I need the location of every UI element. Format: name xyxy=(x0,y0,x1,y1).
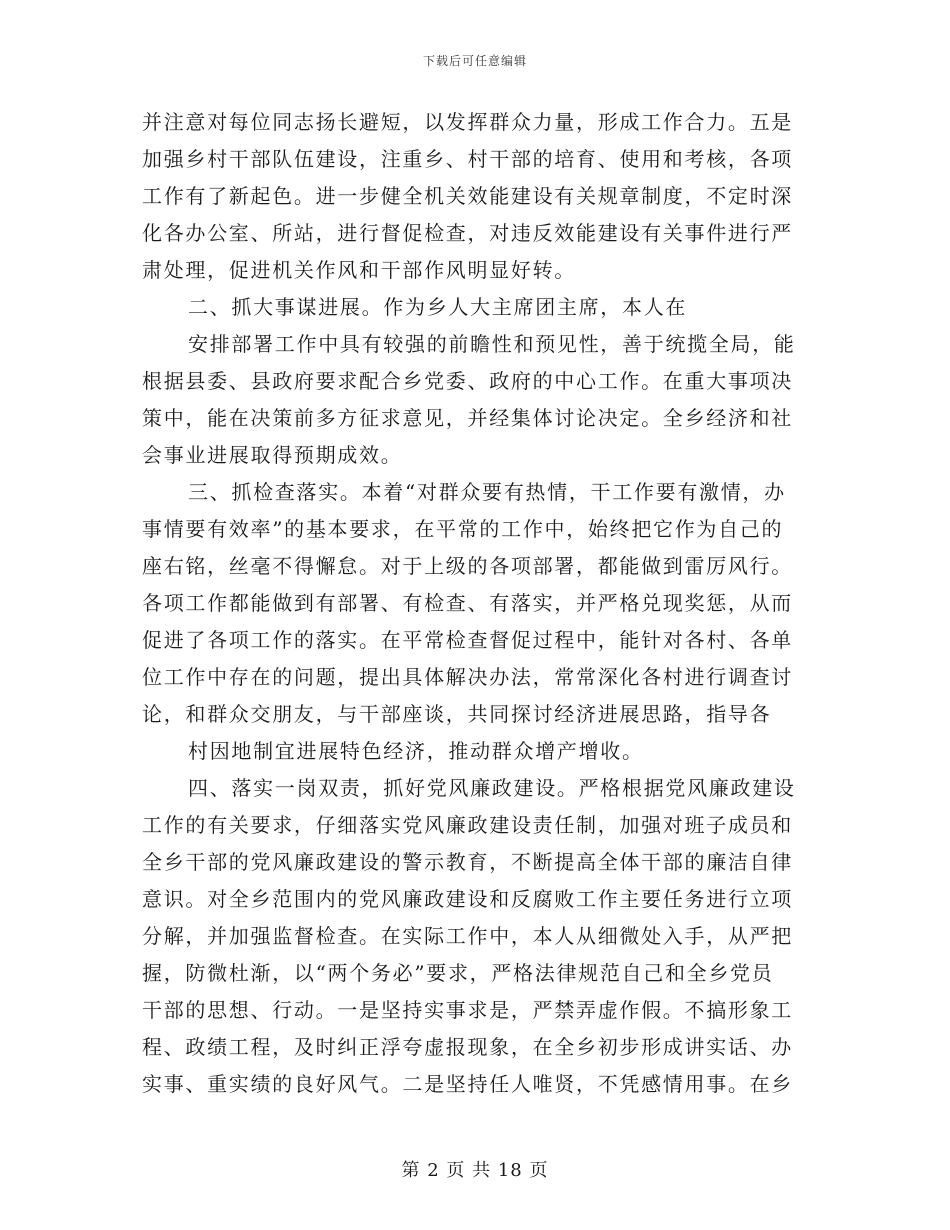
body-line: 握，防微杜渐，以“两个务必”要求，严格法律规范自己和全乡党员 xyxy=(142,961,774,985)
body-line: 村因地制宜进展特色经济，推动群众增产增收。 xyxy=(188,739,644,763)
document-body xyxy=(142,104,802,1103)
body-line: 根据县委、县政府要求配合乡党委、政府的中心工作。在重大事项决 xyxy=(142,369,793,393)
body-line: 工作有了新起色。进一步健全机关效能建设有关规章制度，不定时深 xyxy=(142,184,793,208)
body-line: 各项工作都能做到有部署、有检查、有落实，并严格兑现奖惩，从而 xyxy=(142,591,793,615)
body-line: 全乡干部的党风廉政建设的警示教育，不断提高全体干部的廉洁自律 xyxy=(142,850,793,874)
body-line: 并注意对每位同志扬长避短，以发挥群众力量，形成工作合力。五是 xyxy=(142,110,793,134)
body-line: 分解，并加强监督检查。在实际工作中，本人从细微处入手，从严把 xyxy=(142,924,793,948)
body-line: 促进了各项工作的落实。在平常检查督促过程中，能针对各村、各单 xyxy=(142,628,793,652)
body-line: 三、抓检查落实。本着“对群众要有热情，干工作要有激情，办 xyxy=(188,480,786,504)
page-number-footer: 第 2 页 共 18 页 xyxy=(401,1160,549,1181)
body-line: 加强乡村干部队伍建设，注重乡、村干部的培育、使用和考核，各项 xyxy=(142,147,793,171)
body-line: 座右铭，丝毫不得懈怠。对于上级的各项部署，都能做到雷厉风行。 xyxy=(142,554,793,578)
body-line: 化各办公室、所站，进行督促检查，对违反效能建设有关事件进行严 xyxy=(142,221,793,245)
body-line: 位工作中存在的问题，提出具体解决办法，常常深化各村进行调查讨 xyxy=(142,665,793,689)
body-line: 安排部署工作中具有较强的前瞻性和预见性，善于统揽全局，能 xyxy=(188,332,796,356)
body-line: 程、政绩工程，及时纠正浮夸虚报现象，在全乡初步形成讲实话、办 xyxy=(142,1035,793,1059)
body-line: 实事、重实绩的良好风气。二是坚持任人唯贤，不凭感情用事。在乡 xyxy=(142,1072,793,1096)
body-line: 论，和群众交朋友，与干部座谈，共同探讨经济进展思路，指导各 xyxy=(142,702,772,726)
body-line: 工作的有关要求，仔细落实党风廉政建设责任制，加强对班子成员和 xyxy=(142,813,793,837)
body-line: 干部的思想、行动。一是坚持实事求是，严禁弄虚作假。不搞形象工 xyxy=(142,998,793,1022)
body-line: 肃处理，促进机关作风和干部作风明显好转。 xyxy=(142,258,576,282)
body-line: 意识。对全乡范围内的党风廉政建设和反腐败工作主要任务进行立项 xyxy=(142,887,793,911)
page-header: 下载后可任意编辑 xyxy=(422,54,527,68)
body-line: 二、抓大事谋进展。作为乡人大主席团主席，本人在 xyxy=(188,295,688,319)
body-line: 事情要有效率”的基本要求，在平常的工作中，始终把它作为自己的 xyxy=(142,517,784,541)
body-line: 会事业进展取得预期成效。 xyxy=(142,443,403,467)
body-line: 策中，能在决策前多方征求意见，并经集体讨论决定。全乡经济和社 xyxy=(142,406,793,430)
body-line: 四、落实一岗双责，抓好党风廉政建设。严格根据党风廉政建设 xyxy=(188,776,796,800)
